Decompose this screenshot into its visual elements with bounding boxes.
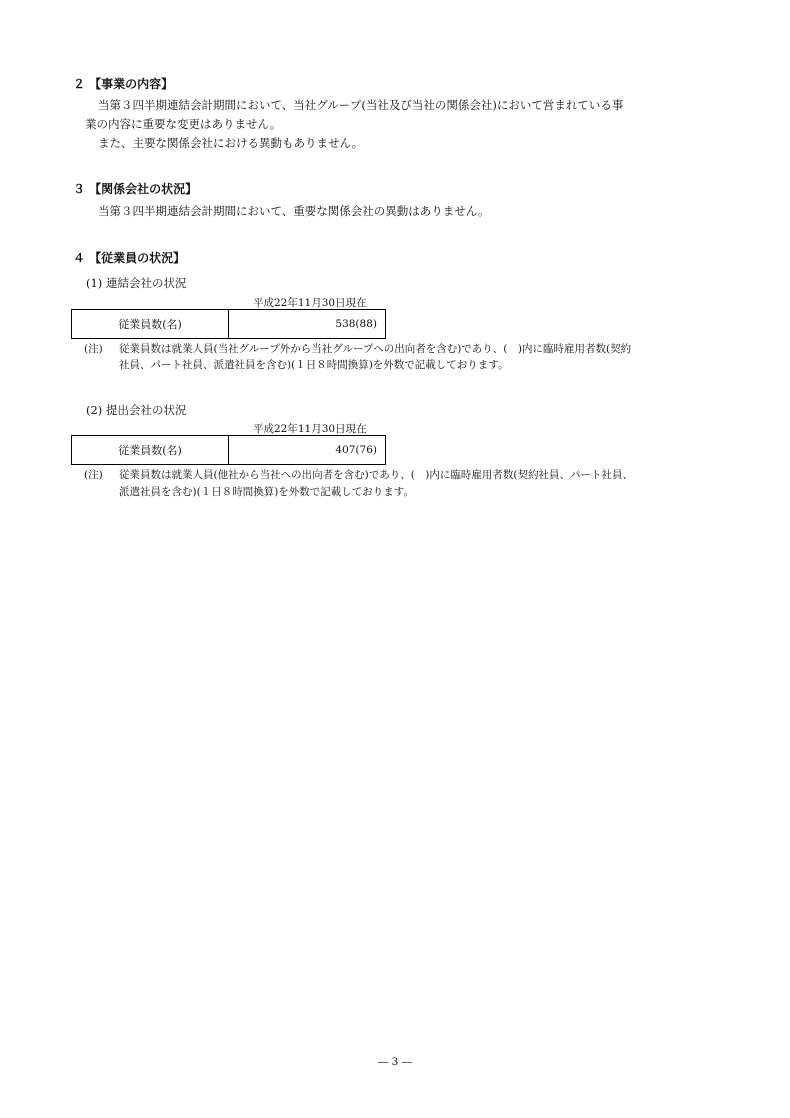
subsection-1-note-mark: (注) bbox=[84, 343, 103, 355]
subsection-1-employee-table bbox=[71, 309, 386, 339]
section-2-paragraph-2: また、主要な関係会社における異動もありません。 bbox=[98, 136, 364, 150]
subsection-2-note-line-2: 派遣社員を含む)(１日８時間換算)を外数で記載しております。 bbox=[119, 486, 414, 498]
subsection-1-title: (1) 連結会社の状況 bbox=[86, 276, 187, 290]
section-4-heading: ４ 【従業員の状況】 bbox=[73, 251, 186, 265]
section-2-paragraph-line-1: 当第３四半期連結会計期間において、当社グループ(当社及び当社の関係会社)において営まれている事 bbox=[98, 98, 624, 112]
subsection-2-employee-table bbox=[71, 435, 386, 465]
subsection-1-note-line-1: 従業員数は就業人員(当社グループ外から当社グループへの出向者を含む)であり、( )内に臨時雇用者数(契約 bbox=[119, 343, 632, 355]
section-2-paragraph-line-2: 業の内容に重要な変更はありません。 bbox=[85, 117, 282, 131]
section-2-heading: ２ 【事業の内容】 bbox=[73, 77, 174, 91]
section-3-heading: ３ 【関係会社の状況】 bbox=[73, 182, 198, 196]
employee-count-value: 538(88) bbox=[335, 318, 377, 330]
subsection-2-as-of-date: 平成22年11月30日現在 bbox=[253, 423, 367, 435]
page-number: ― 3 ― bbox=[377, 1056, 413, 1068]
employee-count-label: 従業員数(名) bbox=[72, 310, 229, 338]
subsection-2-title: (2) 提出会社の状況 bbox=[86, 403, 187, 417]
subsection-1-note-line-2: 社員、パート社員、派遣社員を含む)(１日８時間換算)を外数で記載しております。 bbox=[119, 359, 509, 371]
employee-count-label: 従業員数(名) bbox=[72, 436, 229, 464]
subsection-1-as-of-date: 平成22年11月30日現在 bbox=[253, 297, 367, 309]
section-3-paragraph: 当第３四半期連結会計期間において、重要な関係会社の異動はありません。 bbox=[98, 204, 490, 218]
employee-count-value: 407(76) bbox=[335, 444, 377, 456]
subsection-2-note-mark: (注) bbox=[84, 469, 103, 481]
subsection-2-note-line-1: 従業員数は就業人員(他社から当社への出向者を含む)であり、( )内に臨時雇用者数(契約社員、パート社員、 bbox=[119, 469, 633, 481]
